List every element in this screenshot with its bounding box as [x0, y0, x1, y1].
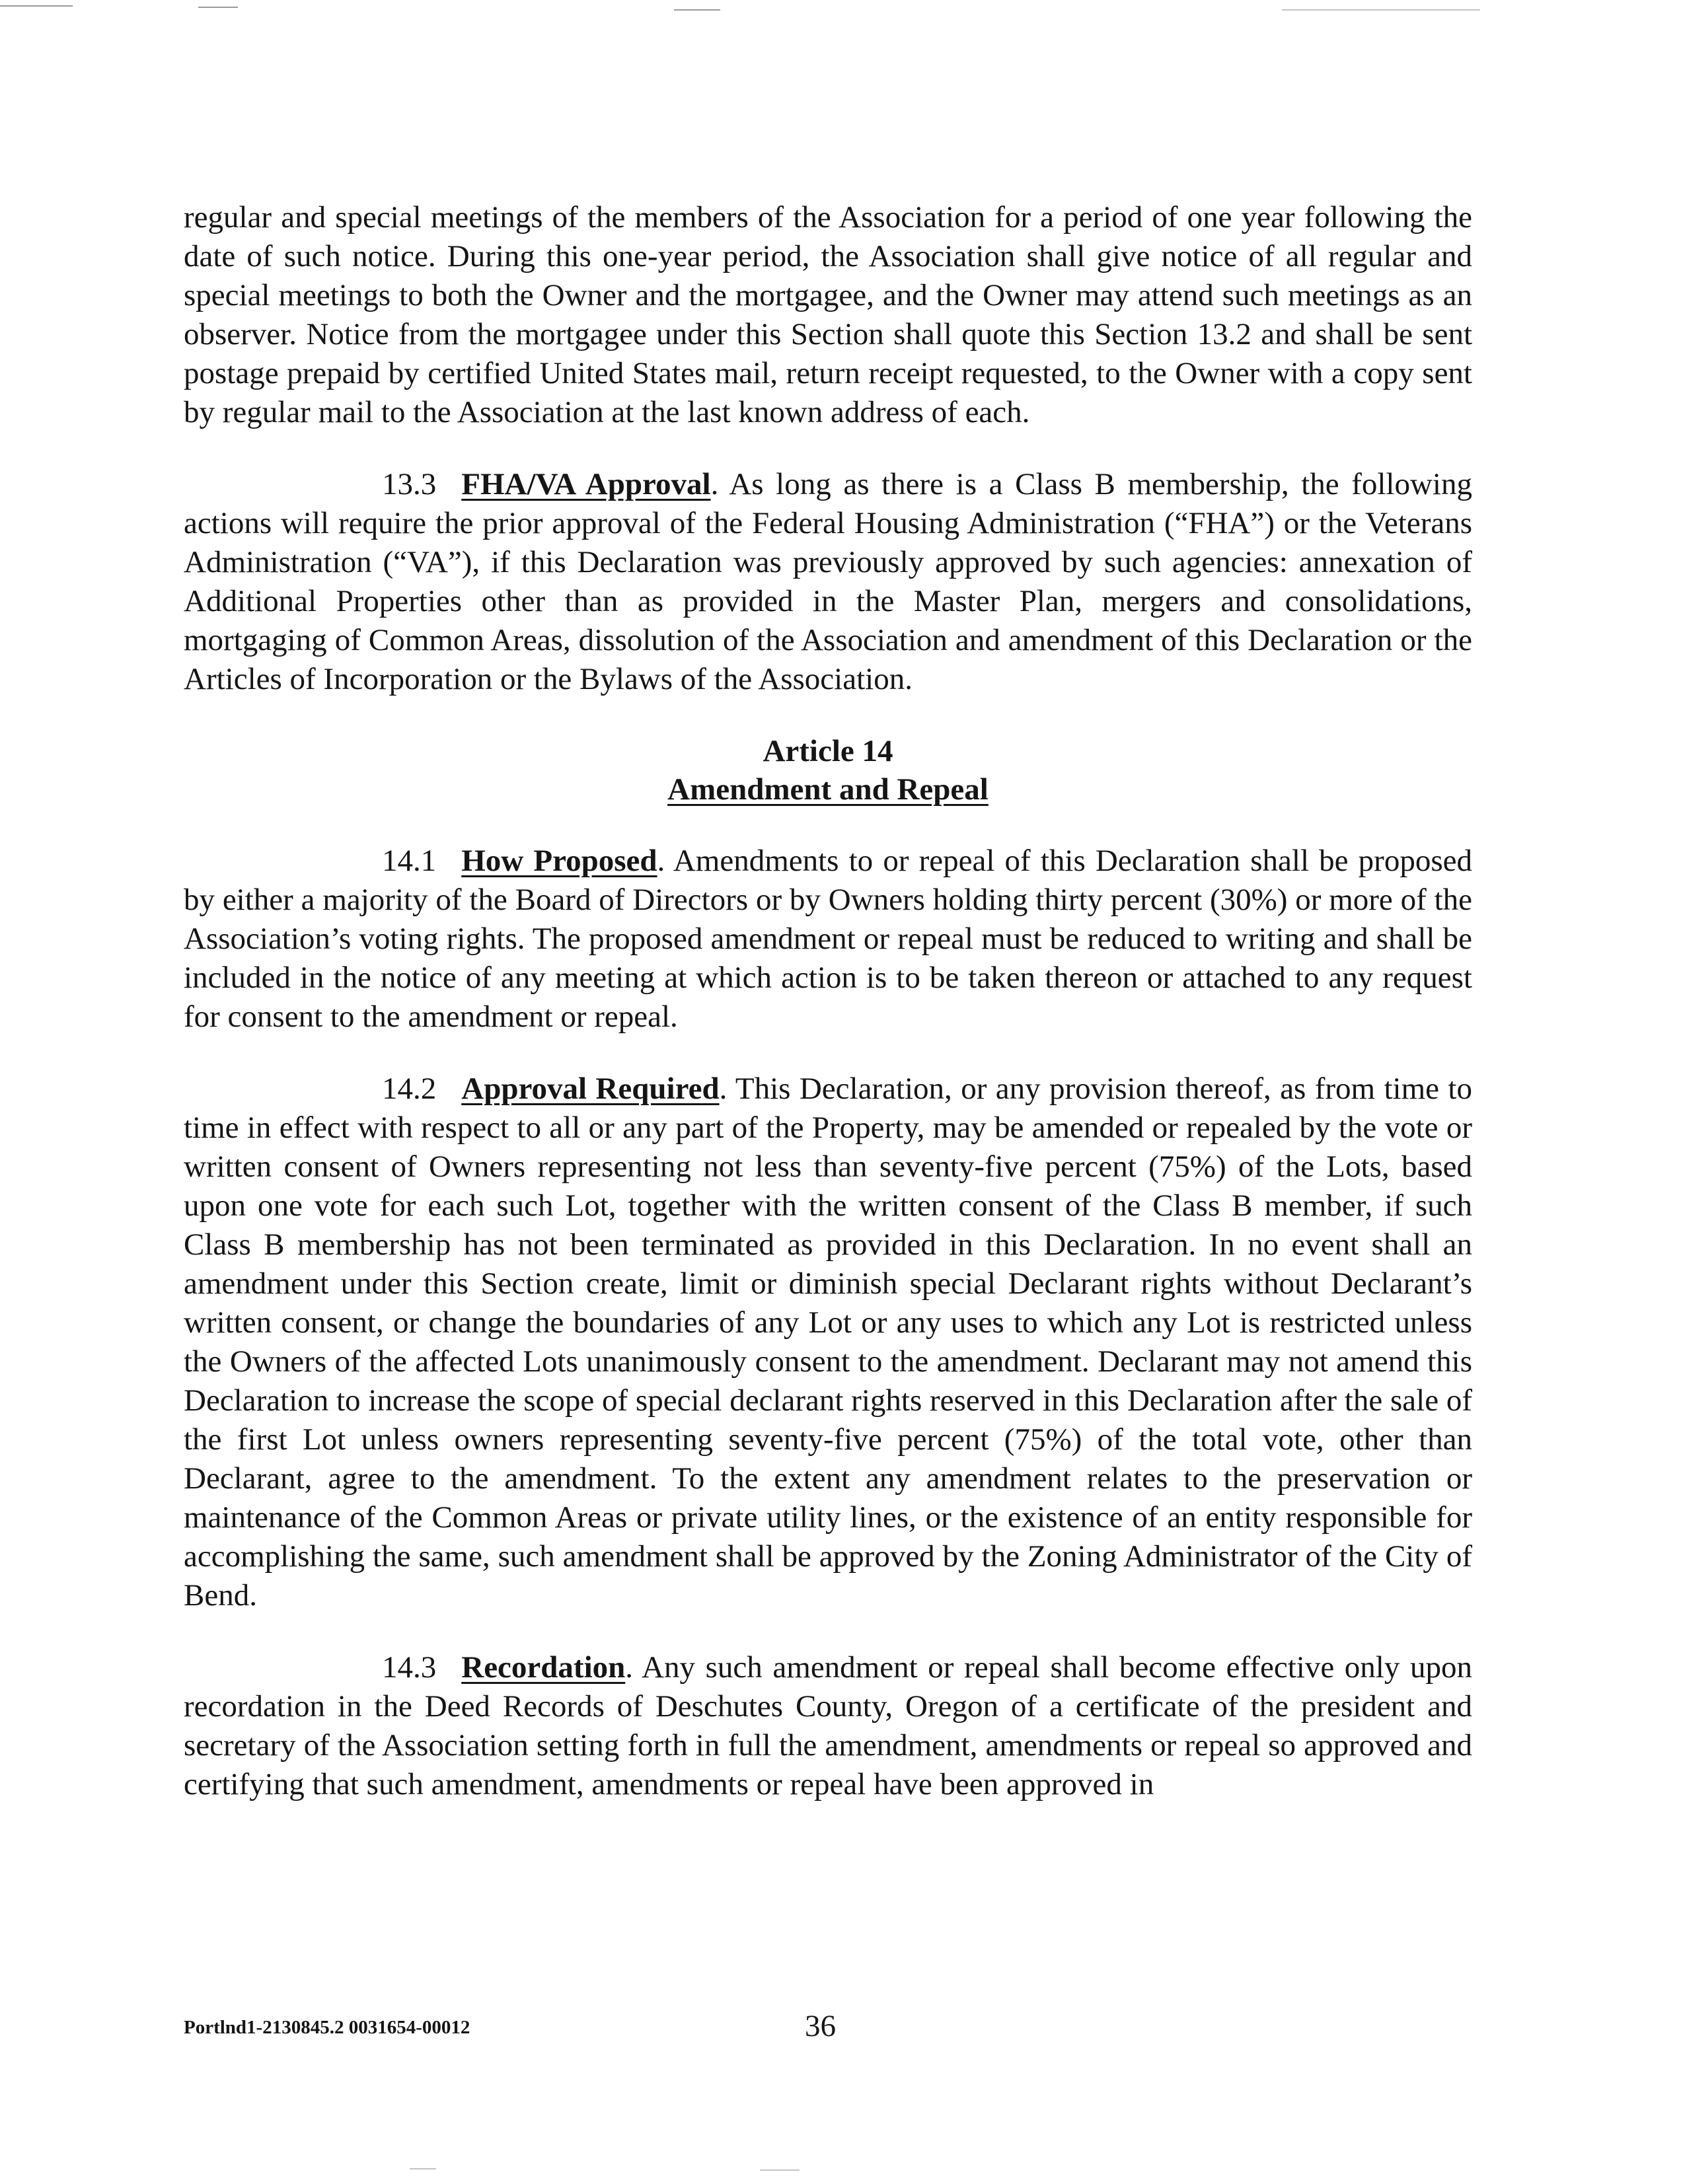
scan-artifact-top-2: [198, 7, 238, 8]
document-body: [184, 198, 1472, 1837]
article-label: Article 14: [763, 734, 893, 768]
section-14-2: [184, 1070, 1472, 1615]
footer-document-id: Portlnd1-2130845.2 0031654-00012: [184, 2017, 470, 2038]
section-heading: How Proposed: [461, 844, 657, 878]
scan-artifact-bottom-2: [760, 2169, 800, 2171]
section-number: 14.3: [382, 1650, 437, 1685]
section-number: 14.1: [382, 844, 437, 878]
scan-artifact-top-3: [674, 9, 720, 11]
scan-artifact-bottom-1: [410, 2168, 436, 2169]
section-text: . This Declaration, or any provision thereof, as from time to time in effect with respect to all or any part of the Property, may be amended or repealed by the vote or written consent of Owners representing not less than seventy-five percent (75%) of the Lots, based upon one vote for each such Lot, together with the written consent of the Class B member, if such Class B membership has not been terminated as provided in this Declaration. In no event shall an amendment under this Section create, limit or diminish special Declarant rights without Declarant’s written consent, or change the boundaries of any Lot or any uses to which any Lot is restricted unless the Owners of the affected Lots unanimously consent to the amendment. Declarant may not amend this Declaration to increase the scope of special declarant rights reserved in this Declaration after the sale of the first Lot unless owners representing seventy-five percent (75%) of the total vote, other than Declarant, agree to the amendment. To the extent any amendment relates to the preservation or maintenance of the Common Areas or private utility lines, or the existence of an entity responsible for accomplishing the same, such amendment shall be approved by the Zoning Administrator of the City of Bend.: [184, 1072, 1472, 1613]
scan-artifact-top-4: [1282, 9, 1480, 11]
section-heading: Recordation: [461, 1650, 626, 1685]
section-heading: FHA/VA Approval: [461, 467, 711, 501]
section-text: . As long as there is a Class B membership, the following actions will require the prior approval of the Federal Housing Administration (“FHA”) or the Veterans Administration (“VA”), if this Declaration was previously approved by such agencies: annexation of Additional Properties other than as provided in the Master Plan, mergers and consolidations, mortgaging of Common Areas, dissolution of the Association and amendment of this Declaration or the Articles of Incorporation or the Bylaws of the Association.: [184, 467, 1472, 696]
section-heading: Approval Required: [461, 1072, 720, 1106]
section-14-3: [184, 1648, 1472, 1804]
scan-artifact-top-1: [0, 5, 73, 7]
section-number: 13.3: [382, 467, 437, 501]
article-title: Amendment and Repeal: [667, 772, 989, 807]
section-number: 14.2: [382, 1072, 437, 1106]
page-number: 36: [805, 2009, 836, 2043]
paragraph-continuation: regular and special meetings of the members of the Association for a period of one year following the date of such notice. During this one-year period, the Association shall give notice of all regular and special meetings to both the Owner and the mortgagee, and the Owner may attend such meetings as an observer. Notice from the mortgagee under this Section shall quote this Section 13.2 and shall be sent postage prepaid by certified United States mail, return receipt requested, to the Owner with a copy sent by regular mail to the Association at the last known address of each.: [184, 200, 1472, 429]
section-text: . Any such amendment or repeal shall become effective only upon recordation in the Deed Records of Deschutes County, Oregon of a certificate of the president and secretary of the Association setting forth in full the amendment, amendments or repeal so approved and certifying that such amendment, amendments or repeal have been approved in: [184, 1650, 1472, 1802]
section-14-1: [184, 842, 1472, 1037]
section-text: . Amendments to or repeal of this Declaration shall be proposed by either a majority of the Board of Directors or by Owners holding thirty percent (30%) or more of the Association’s voting rights. The proposed amendment or repeal must be reduced to writing and shall be included in the notice of any meeting at which action is to be taken thereon or attached to any request for consent to the amendment or repeal.: [184, 844, 1472, 1034]
article-heading: [184, 732, 1472, 809]
section-13-3: [184, 465, 1472, 699]
